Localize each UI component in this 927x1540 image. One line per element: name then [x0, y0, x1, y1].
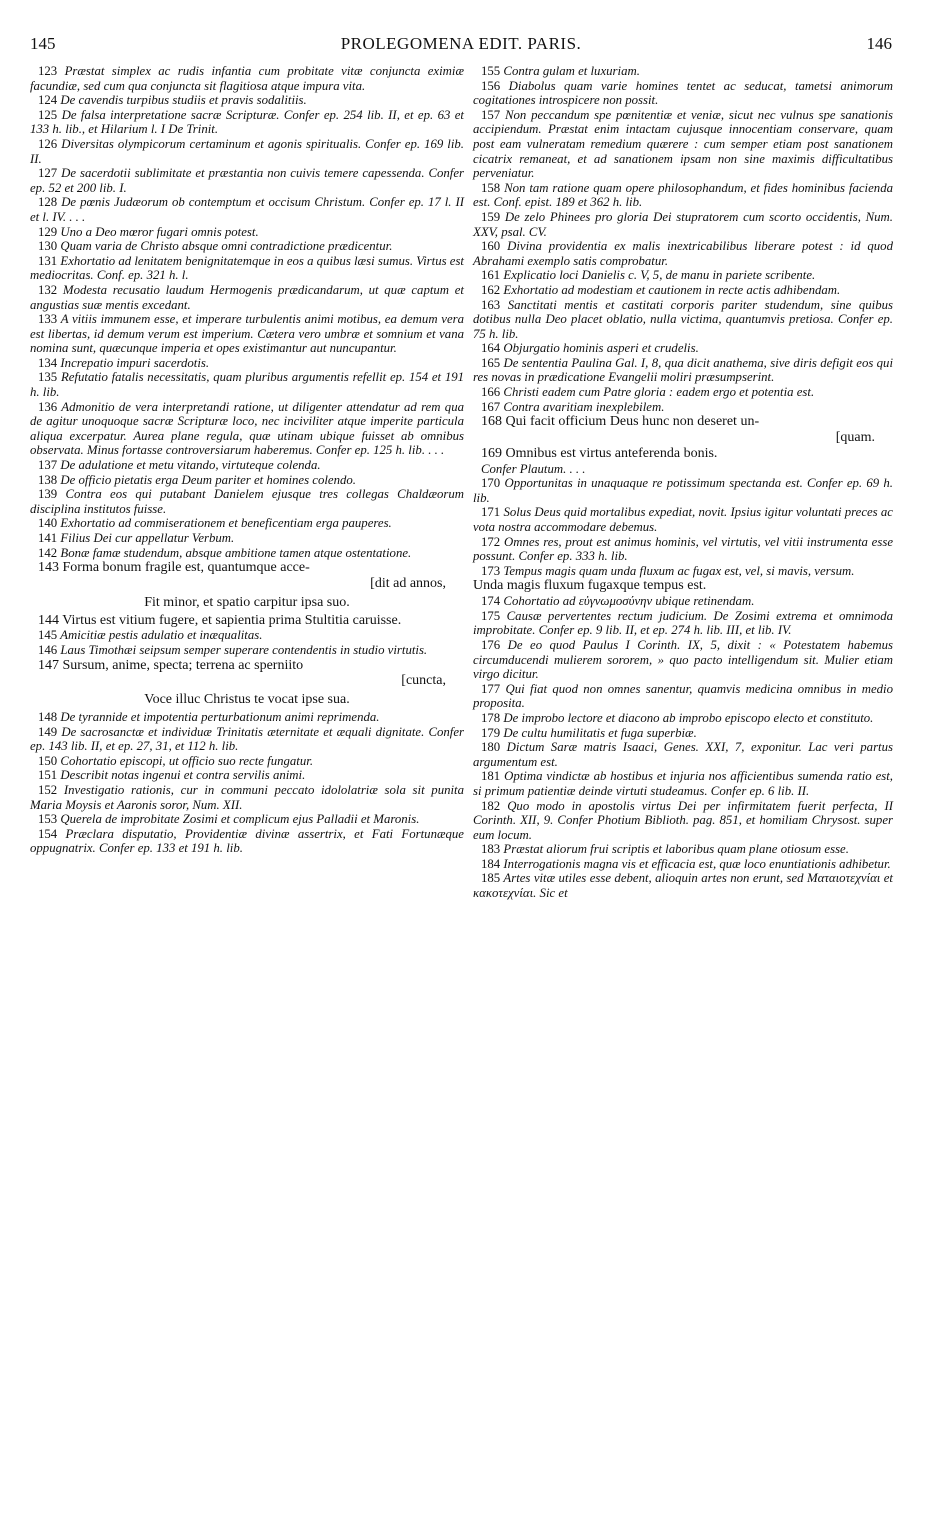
index-entry: [473, 535, 893, 564]
entry-text: Admonitio de vera interpretandi ratione, ut diligenter attendatur ad rem qua de agitur unoquoque sacræ Scripturæ loco, nec inciviliter atque imperite particula aliqua excerpatur. Aurea plane regula, quæ utinam ubique fuisset ab omnibus observata. Minus fortasse controversiarum haberemus. Confer ep. 125 h. lib. . . .: [30, 399, 464, 458]
entry-text: De tyrannide et impotentia perturbationum animi reprimenda.: [60, 709, 380, 724]
index-entry: [30, 628, 464, 643]
verse-line: [30, 560, 464, 576]
entry-number: 177: [481, 681, 501, 696]
index-entry: [473, 400, 893, 415]
index-entry: [473, 564, 893, 579]
entry-number: 181: [481, 769, 501, 784]
entry-number: 146: [38, 642, 58, 657]
entry-text: Qui fiat quod non omnes sanentur, quamvis medicina omnibus in medio proposita.: [473, 681, 894, 711]
index-entry: [30, 108, 464, 137]
index-entry: [473, 682, 893, 711]
entry-text: De cultu humilitatis et fuga superbiæ.: [503, 725, 697, 740]
verse-entry: [30, 658, 464, 710]
entry-text: De sacerdotii sublimitate et præstantia non cuivis temere capessenda. Confer ep. 52 et 200 lib. I.: [30, 166, 464, 195]
index-entry: [30, 64, 464, 93]
index-entry: [30, 195, 464, 224]
entry-text: Artes vitæ utiles esse debent, alioquin artes non erunt, sed Ματαιοτεχνίαι et κακοτεχνίαι. Sic et: [473, 871, 893, 901]
entry-text: Causæ pervertentes rectum judicium. De Zosimi extrema et omnimoda improbitate. Confer ep. 9 lib. II, et ep. 274 h. lib. III, et lib. IV.: [473, 608, 893, 638]
entry-number: 136: [38, 399, 58, 414]
index-entry: [473, 609, 893, 638]
entry-number: 130: [38, 239, 58, 254]
entry-text: Refutatio fatalis necessitatis, quam pluribus argumentis refellit ep. 154 et 191 h. lib.: [30, 370, 465, 400]
entry-text: Exhortatio ad modestiam et cautionem in recte actis adhibendam.: [503, 282, 841, 297]
entry-number: 129: [38, 224, 58, 239]
entry-text: Tempus magis quam unda fluxum ac fugax est, vel, si mavis, versum.: [503, 563, 855, 578]
entry-text: Filius Dei cur appellatur Verbum.: [60, 531, 235, 545]
entry-text: Bonæ famæ studendum, absque ambitione tamen atque ostentatione.: [60, 545, 412, 560]
entry-number: 176: [481, 637, 501, 652]
entry-number: 124: [38, 93, 58, 108]
entry-text: Præstat simplex ac rudis infantia cum probitate vitæ conjuncta eximiæ facundiæ, sed cum qua conjuncta sit flagitiosa atque impura vita.: [30, 64, 464, 93]
index-entry: [30, 400, 464, 458]
index-entry: [30, 473, 464, 488]
left-column: [30, 64, 464, 856]
index-entry: [473, 769, 893, 798]
index-entry: [30, 754, 464, 769]
entry-number: 173: [481, 563, 501, 578]
index-entry: [473, 385, 893, 400]
entry-number: 160: [481, 239, 501, 254]
entry-text: Contra gulam et luxuriam.: [503, 64, 640, 78]
verse-text: Omnibus est virtus anteferenda bonis.: [505, 445, 718, 461]
index-entry: [30, 283, 464, 312]
entry-number: 156: [481, 78, 501, 93]
verse-wrap: [quam.: [835, 430, 875, 446]
entry-text: Amicitiæ pestis adulatio et inæqualitas.: [60, 628, 263, 643]
entry-number: 144: [38, 612, 59, 628]
entry-number: 125: [38, 107, 58, 122]
entry-text: Omnes res, prout est animus hominis, vel virtutis, vel vitii instrumenta esse possunt. Confer ep. 333 h. lib.: [473, 534, 894, 564]
entry-number: 183: [481, 842, 501, 857]
entry-text: Quam varia de Christo absque omni contradictione prædicentur.: [60, 239, 393, 254]
index-entry: [473, 268, 893, 283]
entry-text: Interrogationis magna vis et efficacia est, quæ loco enuntiationis adhibetur.: [503, 856, 891, 871]
page-header: [30, 34, 892, 56]
entry-number: 148: [38, 709, 58, 724]
entry-text: Describit notas ingenui et contra servilis animi.: [60, 768, 306, 783]
index-entry: [30, 254, 464, 283]
index-entry: [473, 108, 893, 181]
entry-number: 185: [481, 871, 501, 886]
entry-text: Optima vindictæ ab hostibus et injuria nos afficientibus sumenda ratio est, si primum patientiæ deinde virtuti studeamus. Confer ep. 6 lib. II.: [473, 769, 894, 798]
entry-number: 131: [38, 253, 58, 268]
index-entry: [473, 799, 893, 843]
entry-text: De cavendis turpibus studiis et pravis sodalitiis.: [60, 93, 307, 108]
index-entry: [473, 64, 893, 79]
entry-number: 133: [38, 312, 58, 327]
verse-text: Virtus est vitium fugere, et sapientia prima Stultitia caruisse.: [62, 612, 402, 628]
entry-text: De sententia Paulina Gal. I, 8, qua dicit anathema, sive diris defigit eos qui res novas in prædicatione Evangelii moliri præsumpserint.: [473, 355, 893, 385]
index-entry: [473, 210, 893, 239]
entry-text: Explicatio loci Danielis c. V, 5, de manu in pariete scribente.: [503, 268, 816, 283]
index-entry: [30, 370, 464, 399]
entry-text: Dictum Saræ matris Isaaci, Genes. XXI, 7, exponitur. Lac veri partus argumentum est.: [473, 740, 893, 769]
entry-number: 147: [38, 657, 59, 673]
index-entry: [473, 283, 893, 298]
entry-text: Non peccandum spe pœnitentiæ et veniæ, sicut nec vulnus spe sanationis accipiendum. Præstat enim intactam cujusque innocentiam conservare, quam post eam vulneratam remedium quærere : cum semper etiam post sanationem cicatrix remaneat, et ad sanationem ipsam non sine maximis difficultatibus perveniatur.: [473, 107, 894, 181]
entry-text: Objurgatio hominis asperi et crudelis.: [503, 341, 699, 356]
entry-number: 128: [38, 195, 58, 210]
entry-number: 126: [38, 136, 58, 151]
entry-text: De eo quod Paulus I Corinth. IX, 5, dixit : « Potestatem habemus circumducendi mulierem sororem, » quo pacto intelligendum sit. Mulier etiam virgo dicitur.: [473, 637, 894, 682]
index-entry: [473, 871, 893, 900]
index-entry: [30, 137, 464, 166]
entry-number: 150: [38, 753, 58, 768]
index-entry: [473, 341, 893, 356]
entry-number: 134: [38, 355, 58, 370]
entry-number: 165: [481, 355, 501, 370]
entry-number: 179: [481, 725, 501, 740]
entry-number: 139: [38, 487, 58, 502]
entry-number: 172: [481, 534, 501, 549]
entry-number: 157: [481, 107, 501, 122]
index-entry: [473, 79, 893, 108]
entry-text: Præstat aliorum frui scriptis et laboribus quam plane otiosum esse.: [503, 842, 849, 857]
entry-number: 168: [481, 414, 502, 430]
entry-number: 163: [481, 297, 501, 312]
entry-number: 141: [38, 531, 58, 545]
verse-text: Qui facit officium Deus hunc non deseret un-: [505, 414, 760, 430]
index-entry: [30, 531, 464, 546]
entry-number: 178: [481, 710, 501, 725]
entry-text: Non tam ratione quam opere philosophandum, et fides hominibus facienda est. Conf. epist. 189 et 362 h. lib.: [473, 180, 893, 210]
verse-wrap: [dit ad annos,: [370, 575, 446, 591]
entry-text: Uno a Deo mœror fugari omnis potest.: [60, 224, 259, 239]
verse-line-2: Fit minor, et spatio carpitur ipsa suo.: [144, 594, 350, 610]
entry-number: 142: [38, 545, 58, 560]
index-entry: [473, 476, 893, 505]
index-entry: [30, 812, 464, 827]
entry-number: 137: [38, 458, 58, 473]
entry-number: 127: [38, 166, 58, 181]
index-entry: [473, 356, 893, 385]
entry-text: De sacrosanctæ et individuæ Trinitatis æternitate et æquali dignitate. Confer ep. 143 lib. II, et ep. 27, 31, et 112 h. lib.: [30, 724, 465, 754]
entry-number: 143: [38, 560, 59, 576]
entry-number: 180: [481, 740, 501, 755]
verse-line: [473, 414, 893, 430]
entry-number: 158: [481, 180, 501, 195]
index-entry: [30, 487, 464, 516]
index-entry: [30, 768, 464, 783]
page-number-right: 146: [866, 34, 892, 53]
entry-text: Solus Deus quid mortalibus expediat, novit. Ipsius igitur voluntati preces ac vota nostra accommodare debemus.: [473, 505, 893, 535]
verse-line: [30, 658, 464, 674]
verse-text: Sursum, anime, specta; terrena ac sperniito: [62, 657, 304, 673]
entry-number: 151: [38, 768, 58, 783]
verse-line-2: Voce illuc Christus te vocat ipse sua.: [144, 692, 350, 708]
entry-number: 159: [481, 209, 501, 224]
index-entry: [30, 643, 464, 658]
index-entry: [473, 857, 893, 872]
verse-entry: [473, 446, 893, 462]
entry-text: Christi eadem cum Patre gloria : eadem ergo et potentia est.: [503, 385, 815, 400]
entry-number: 175: [481, 608, 501, 623]
entry-text: Diversitas olympicorum certaminum et agonis spiritualis. Confer ep. 169 lib. II.: [30, 136, 465, 166]
index-entry: [473, 638, 893, 682]
index-entry: [473, 726, 893, 741]
entry-number: 167: [481, 399, 501, 414]
index-entry: [30, 166, 464, 195]
index-entry: [473, 594, 893, 609]
verse-wrap: [cuncta,: [401, 673, 446, 689]
entry-text: De adulatione et metu vitando, virtuteque colenda.: [60, 458, 321, 473]
verse-entry: [30, 613, 464, 629]
entry-text: Sanctitati mentis et castitati corporis pariter studendum, sine quibus dotibus nulla Deo placet oblatio, nulla victima, quantumvis pretiosa. Confer ep. 75 h. lib.: [473, 297, 893, 341]
entry-text: Cohortatio ad εὐγνωμοσύνην ubique retinendam.: [503, 594, 755, 609]
entry-text: Præclara disputatio, Providentiæ divinæ assertrix, et Fati Fortunæque oppugnatrix. Confer ep. 133 et 191 h. lib.: [30, 826, 464, 856]
entry-text: A vitiis immunem esse, et imperare turbulentis animi motibus, ea demum vera est libertas, id demum verum est imperium. Cætera vero umbræ et somnium et vana nomina sunt, quæcunque imperia et opes existimantur aut nuncupantur.: [30, 312, 465, 356]
entry-number: 182: [481, 798, 501, 813]
verse-entry: [30, 560, 464, 612]
entry-number: 132: [38, 282, 58, 297]
entry-text: De improbo lectore et diacono ab improbo episcopo electo et constituto.: [503, 710, 874, 725]
entry-number: 149: [38, 724, 58, 739]
index-entry: [30, 516, 464, 531]
entry-number: 154: [38, 826, 58, 841]
plain-line: Confer Plautum. . . .: [481, 461, 586, 476]
index-entry: [30, 827, 464, 856]
right-column: [473, 64, 893, 901]
entry-number: 138: [38, 472, 58, 487]
index-entry: [30, 312, 464, 356]
index-entry: [30, 710, 464, 725]
entry-text: Exhortatio ad lenitatem benignitatemque in eos a quibus læsi sumus. Virtus est mediocritas. Conf. ep. 321 h. l.: [30, 253, 464, 283]
index-entry: [473, 505, 893, 534]
entry-number: 164: [481, 341, 501, 356]
entry-number: 145: [38, 628, 58, 643]
entry-number: 174: [481, 594, 501, 609]
entry-text: Laus Timothæi seipsum semper superare contendentis in studio virtutis.: [60, 642, 428, 657]
entry-text: Modesta recusatio laudum Hermogenis prædicandarum, ut quæ captum et angustias suæ mentis excedant.: [30, 282, 464, 312]
entry-text: De falsa interpretatione sacræ Scripturæ. Confer ep. 254 lib. II, et ep. 63 et 133 h. lib., et Hilarium l. I De Trinit.: [30, 107, 464, 137]
verse-text: Forma bonum fragile est, quantumque acce-: [62, 560, 310, 576]
index-entry: [30, 783, 464, 812]
entry-text: Divina providentia ex malis inextricabilibus liberare potest : id quod Abrahami exemplo satis comprobatur.: [473, 239, 893, 268]
entry-number: 166: [481, 385, 501, 400]
entry-number: 123: [38, 64, 58, 78]
entry-text: De zelo Phinees pro gloria Dei stupratorem cum scorto occidentis, Num. XXV, psal. CV.: [473, 209, 893, 239]
entry-text: De officio pietatis erga Deum pariter et homines colendo.: [60, 472, 356, 487]
index-entry: [30, 356, 464, 371]
entry-text: De pœnis Judæorum ob contemptum et occisum Christum. Confer ep. 17 l. II et l. IV. . . .: [30, 195, 465, 224]
entry-number: 161: [481, 268, 501, 283]
index-entry: [473, 239, 893, 268]
entry-text: Contra eos qui putabant Danielem ejusque tres collegas Chaldæorum disciplina institutos fuisse.: [30, 487, 464, 516]
entry-text: Investigatio rationis, cur in communi peccato idololatriæ sola sit punita Maria Moysis et Aaronis soror, Num. XII.: [30, 782, 464, 812]
running-title: PROLEGOMENA EDIT. PARIS.: [340, 34, 582, 53]
index-entry: [30, 239, 464, 254]
entry-number: 155: [481, 64, 501, 78]
index-entry: [473, 181, 893, 210]
entry-number: 184: [481, 856, 501, 871]
index-entry: [473, 740, 893, 769]
entry-number: 140: [38, 516, 58, 531]
entry-number: 171: [481, 505, 501, 520]
entry-text: Cohortatio episcopi, ut officio suo recte fungatur.: [60, 753, 314, 768]
index-entry: [30, 225, 464, 240]
entry-number: 135: [38, 370, 58, 385]
index-entry: [473, 842, 893, 857]
entry-number: 153: [38, 812, 58, 827]
entry-text: Opportunitas in unaquaque re potissimum spectanda est. Confer ep. 69 h. lib.: [473, 476, 893, 505]
entry-text: Contra avaritiam inexplebilem.: [503, 399, 665, 414]
entry-number: 152: [38, 782, 58, 797]
verse-entry: [473, 414, 893, 446]
entry-number: 170: [481, 476, 501, 491]
index-entry: [30, 458, 464, 473]
index-entry: [473, 711, 893, 726]
entry-text: Increpatio impuri sacerdotis.: [60, 355, 210, 370]
index-entry: [30, 93, 464, 108]
entry-number: 169: [481, 445, 502, 461]
entry-text: Diabolus quam varie homines tentet ac seducat, tametsi animorum cogitationes introspicere non possit.: [473, 78, 894, 108]
entry-number: 162: [481, 282, 501, 297]
entry-text: Querela de improbitate Zosimi et complicum ejus Palladii et Maronis.: [60, 812, 420, 827]
index-entry: [30, 546, 464, 561]
verse-line: Unda magis fluxum fugaxque tempus est.: [473, 578, 707, 594]
page-number-left: 145: [30, 34, 56, 53]
index-entry: [30, 725, 464, 754]
entry-text: Quo modo in apostolis virtus Dei per infirmitatem fuerit perfecta, II Corinth. XII, 9. Confer Photium Biblioth. pag. 851, et homiliam Chrysost. super eum locum.: [473, 798, 893, 842]
index-entry: [473, 298, 893, 342]
entry-text: Exhortatio ad commiserationem et beneficentiam erga pauperes.: [60, 516, 392, 531]
